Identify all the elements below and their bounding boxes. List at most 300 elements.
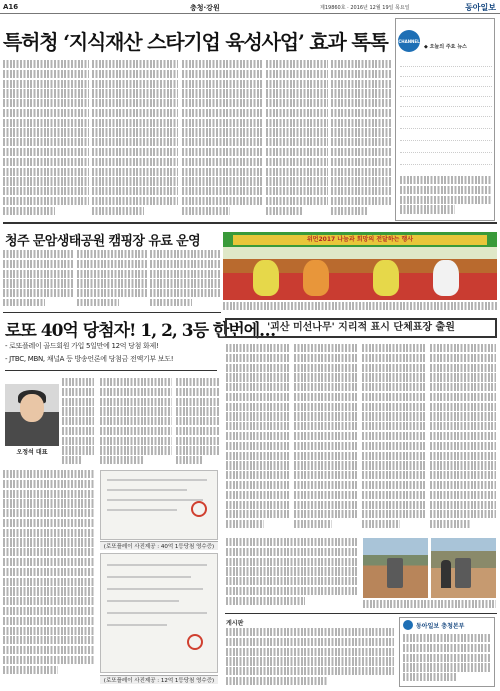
- index-title: ◆ 오늘의 주요 뉴스: [424, 44, 467, 50]
- text-line: [266, 197, 328, 205]
- text-line: [3, 480, 95, 488]
- text-line: [331, 148, 391, 156]
- text-line: [182, 168, 262, 176]
- text-line: [331, 158, 391, 166]
- top-article-col-1: [3, 60, 89, 220]
- text-line: [100, 437, 172, 445]
- receipt-caption-2: (로또플레이 사진제공 : 12억 1등당첨 영수증): [100, 675, 218, 684]
- text-line: [331, 177, 391, 185]
- text-line: [226, 577, 358, 585]
- text-line: [182, 177, 262, 185]
- text-line: [362, 393, 426, 401]
- text-line: [62, 407, 94, 415]
- lotto-col-3: [176, 378, 220, 466]
- receipt-line: [107, 600, 179, 602]
- event-banner: 위먼2017 나눔과 희망의 전달하는 행사: [233, 235, 487, 245]
- text-line: [362, 373, 426, 381]
- text-line: [294, 373, 358, 381]
- top-headline: 특허청 ‘지식재산 스타기업 육성사업’ 효과 톡톡: [3, 30, 388, 54]
- text-line: [331, 119, 391, 127]
- goesan-photo-1: [363, 538, 428, 598]
- text-line: [62, 437, 94, 445]
- text-line: [182, 128, 262, 136]
- text-line: [77, 250, 147, 258]
- text-line: [3, 148, 89, 156]
- text-line: [92, 99, 178, 107]
- text-line: [182, 99, 262, 107]
- text-line: [430, 520, 470, 528]
- notice-board-list: [226, 628, 394, 686]
- text-line: [266, 168, 328, 176]
- text-line: [3, 666, 58, 674]
- text-line: [266, 80, 328, 88]
- text-line: [430, 442, 496, 450]
- text-line: [176, 437, 220, 445]
- text-line: [3, 187, 89, 195]
- notice-board-title: 게시판: [226, 620, 244, 627]
- text-line: [362, 501, 426, 509]
- text-line: [92, 177, 178, 185]
- text-line: [176, 427, 220, 435]
- text-line: [266, 187, 328, 195]
- index-row: [400, 124, 492, 129]
- text-line: [3, 250, 73, 258]
- text-line: [3, 558, 95, 566]
- text-line: [226, 558, 358, 566]
- index-row: [400, 136, 492, 141]
- cheongju-col-2: [77, 250, 147, 306]
- text-line: [3, 538, 95, 546]
- text-line: [266, 60, 328, 68]
- text-line: [3, 207, 55, 215]
- text-line: [3, 138, 89, 146]
- section-divider: [5, 370, 217, 371]
- text-line: [294, 403, 358, 411]
- text-line: [3, 568, 95, 576]
- text-line: [3, 158, 89, 166]
- index-row: [400, 72, 492, 77]
- index-row: [400, 102, 492, 107]
- mascot-figure: [433, 260, 459, 296]
- text-line: [3, 109, 89, 117]
- text-line: [3, 627, 95, 635]
- text-line: [226, 587, 358, 595]
- text-line: [226, 510, 290, 518]
- text-line: [294, 491, 358, 499]
- lotto-subhead-2: - JTBC, MBN, 채널A 등 방송언론에 당첨금 전액기부 보도!: [5, 355, 174, 363]
- text-line: [331, 70, 391, 78]
- text-line: [403, 634, 491, 642]
- text-line: [100, 446, 172, 454]
- text-line: [430, 491, 496, 499]
- text-line: [400, 176, 492, 184]
- text-line: [226, 520, 264, 528]
- face-shape: [20, 394, 44, 422]
- text-line: [182, 138, 262, 146]
- text-line: [226, 538, 358, 546]
- text-line: [430, 373, 496, 381]
- photo-name-caption: 오정석 대표: [16, 449, 48, 456]
- text-line: [100, 427, 172, 435]
- text-line: [3, 177, 89, 185]
- text-line: [266, 148, 328, 156]
- text-line: [3, 617, 95, 625]
- text-line: [92, 207, 144, 215]
- text-line: [62, 398, 94, 406]
- mascot-figure: [253, 260, 279, 296]
- text-line: [3, 128, 89, 136]
- goesan-photo-caption: [363, 600, 496, 610]
- goesan-headline: '괴산 미선나무' 지리적 표시 단체표장 출원: [225, 318, 497, 338]
- text-line: [226, 648, 394, 656]
- text-line: [92, 128, 178, 136]
- mascot-figure: [303, 260, 329, 296]
- text-line: [100, 407, 172, 415]
- text-line: [362, 383, 426, 391]
- text-line: [3, 60, 89, 68]
- event-photo: [223, 232, 497, 300]
- text-line: [3, 197, 89, 205]
- text-line: [226, 481, 290, 489]
- receipt-line: [107, 489, 187, 491]
- text-line: [176, 407, 220, 415]
- text-line: [92, 89, 178, 97]
- text-line: [62, 417, 94, 425]
- receipt-image-2: [100, 553, 218, 673]
- cheongju-col-3: [150, 250, 220, 306]
- text-line: [226, 461, 290, 469]
- representative-photo: [5, 384, 59, 446]
- channel-logo: CHANNEL: [398, 30, 420, 52]
- text-line: [266, 177, 328, 185]
- text-line: [294, 461, 358, 469]
- text-line: [77, 299, 119, 306]
- text-line: [3, 656, 95, 664]
- text-line: [100, 398, 172, 406]
- index-row: [400, 112, 492, 117]
- text-line: [294, 442, 358, 450]
- text-line: [362, 412, 426, 420]
- text-line: [182, 80, 262, 88]
- goesan-col-5: [226, 538, 358, 610]
- text-line: [294, 501, 358, 509]
- text-line: [331, 80, 391, 88]
- text-line: [226, 383, 290, 391]
- text-line: [150, 260, 220, 268]
- newspaper-brand: 동아일보: [465, 3, 496, 12]
- text-line: [100, 378, 172, 386]
- text-line: [362, 510, 426, 518]
- text-line: [430, 471, 496, 479]
- text-line: [400, 186, 492, 194]
- text-line: [3, 646, 95, 654]
- text-line: [3, 299, 45, 306]
- text-line: [150, 299, 192, 306]
- text-line: [150, 270, 220, 278]
- lotto-col-4: [3, 470, 95, 680]
- text-line: [150, 289, 220, 297]
- text-line: [226, 597, 305, 605]
- text-line: [266, 128, 328, 136]
- text-line: [430, 412, 496, 420]
- text-line: [294, 364, 358, 372]
- text-line: [266, 89, 328, 97]
- text-line: [3, 99, 89, 107]
- text-line: [182, 70, 262, 78]
- text-line: [92, 148, 178, 156]
- section-title: 충청·강원: [190, 4, 220, 12]
- text-line: [92, 138, 178, 146]
- text-line: [362, 491, 426, 499]
- text-line: [3, 607, 95, 615]
- text-line: [362, 452, 426, 460]
- text-line: [3, 490, 95, 498]
- text-line: [362, 442, 426, 450]
- text-line: [226, 422, 290, 430]
- text-line: [176, 417, 220, 425]
- text-line: [62, 456, 81, 464]
- text-line: [3, 529, 95, 537]
- text-line: [331, 60, 391, 68]
- text-line: [226, 393, 290, 401]
- text-line: [3, 168, 89, 176]
- section-divider: [225, 613, 497, 614]
- contact-details: [403, 634, 491, 684]
- text-line: [226, 638, 394, 646]
- contact-title: 동아일보 충청본부: [416, 623, 465, 630]
- text-line: [3, 509, 95, 517]
- text-line: [176, 456, 202, 464]
- text-line: [3, 636, 95, 644]
- goesan-col-4: [430, 344, 496, 534]
- text-line: [266, 138, 328, 146]
- text-line: [182, 119, 262, 127]
- text-line: [294, 481, 358, 489]
- text-line: [266, 158, 328, 166]
- top-article-col-5: [331, 60, 391, 220]
- text-line: [294, 471, 358, 479]
- text-line: [226, 373, 290, 381]
- text-line: [294, 344, 358, 352]
- text-line: [100, 456, 143, 464]
- text-line: [331, 168, 391, 176]
- text-line: [3, 289, 73, 297]
- text-line: [182, 207, 230, 215]
- receipt-caption-1: (로또플레이 사진제공 : 40억 1등당첨 영수증): [100, 541, 218, 550]
- stone-monument: [387, 558, 403, 588]
- receipt-line: [107, 564, 207, 566]
- lotto-col-1: [62, 378, 94, 466]
- text-line: [430, 422, 496, 430]
- text-line: [266, 119, 328, 127]
- receipt-image-1: [100, 470, 218, 540]
- text-line: [226, 344, 290, 352]
- text-line: [430, 354, 496, 362]
- page-header: [0, 0, 500, 14]
- text-line: [362, 364, 426, 372]
- text-line: [3, 270, 73, 278]
- text-line: [3, 70, 89, 78]
- top-article-col-2: [92, 60, 178, 220]
- text-line: [294, 412, 358, 420]
- text-line: [266, 99, 328, 107]
- person-figure: [441, 560, 451, 588]
- goesan-col-1: [226, 344, 290, 534]
- text-line: [176, 388, 220, 396]
- section-divider: [3, 222, 497, 224]
- photo-caption: [223, 302, 497, 312]
- text-line: [266, 207, 303, 215]
- text-line: [182, 60, 262, 68]
- text-line: [400, 205, 455, 213]
- receipt-line: [107, 576, 191, 578]
- text-line: [294, 510, 358, 518]
- text-line: [430, 393, 496, 401]
- index-row: [400, 62, 492, 67]
- cheongju-headline: 청주 문암생태공원 캠핑장 유료 운영: [5, 234, 201, 249]
- text-line: [182, 158, 262, 166]
- text-line: [294, 383, 358, 391]
- text-line: [150, 279, 220, 287]
- goesan-col-2: [294, 344, 358, 534]
- text-line: [182, 109, 262, 117]
- text-line: [176, 378, 220, 386]
- page-number: A16: [3, 3, 19, 11]
- text-line: [62, 378, 94, 386]
- text-line: [430, 364, 496, 372]
- text-line: [363, 600, 496, 608]
- receipt-line: [107, 624, 167, 626]
- text-line: [182, 148, 262, 156]
- text-line: [362, 403, 426, 411]
- receipt-line: [107, 499, 203, 501]
- text-line: [362, 422, 426, 430]
- text-line: [3, 597, 95, 605]
- text-line: [77, 270, 147, 278]
- text-line: [430, 344, 496, 352]
- index-row: [400, 82, 492, 87]
- text-line: [331, 109, 391, 117]
- text-line: [226, 628, 394, 636]
- text-line: [226, 501, 290, 509]
- text-line: [3, 587, 95, 595]
- text-line: [362, 471, 426, 479]
- text-line: [226, 471, 290, 479]
- issue-meta: 제19860호 · 2016년 12월 19일 목요일: [320, 5, 410, 11]
- text-line: [430, 403, 496, 411]
- text-line: [362, 354, 426, 362]
- text-line: [226, 677, 327, 685]
- text-line: [92, 119, 178, 127]
- text-line: [430, 432, 496, 440]
- text-line: [362, 432, 426, 440]
- newspaper-logo-icon: [403, 620, 413, 630]
- goesan-photo-2: [431, 538, 496, 598]
- text-line: [331, 89, 391, 97]
- text-line: [226, 567, 358, 575]
- text-line: [62, 446, 94, 454]
- text-line: [226, 452, 290, 460]
- text-line: [362, 344, 426, 352]
- text-line: [400, 196, 492, 204]
- text-line: [226, 354, 290, 362]
- text-line: [100, 388, 172, 396]
- text-line: [3, 119, 89, 127]
- text-line: [430, 383, 496, 391]
- text-line: [403, 673, 456, 681]
- text-line: [176, 398, 220, 406]
- text-line: [3, 578, 95, 586]
- text-line: [3, 260, 73, 268]
- text-line: [92, 168, 178, 176]
- text-line: [331, 138, 391, 146]
- receipt-line: [107, 612, 207, 614]
- text-line: [226, 412, 290, 420]
- text-line: [92, 80, 178, 88]
- text-line: [331, 99, 391, 107]
- text-line: [62, 388, 94, 396]
- text-line: [92, 70, 178, 78]
- text-line: [430, 461, 496, 469]
- text-line: [182, 187, 262, 195]
- section-divider: [3, 312, 221, 313]
- lotto-headline: 로또 40억 당첨자! 1, 2, 3등 한번에…: [5, 321, 276, 341]
- cheongju-col-1: [3, 250, 73, 306]
- text-line: [3, 519, 95, 527]
- text-line: [3, 548, 95, 556]
- text-line: [92, 60, 178, 68]
- index-row: [400, 92, 492, 97]
- text-line: [3, 89, 89, 97]
- text-line: [3, 279, 73, 287]
- text-line: [403, 663, 491, 671]
- text-line: [182, 197, 262, 205]
- lotto-subhead-1: - 로또플레이 골드회원 가입 5일만에 12억 당첨 화제!: [5, 342, 159, 350]
- stone-monument: [455, 558, 471, 588]
- receipt-stamp: [187, 634, 203, 650]
- text-line: [150, 250, 220, 258]
- text-line: [331, 128, 391, 136]
- text-line: [430, 452, 496, 460]
- receipt-line: [107, 588, 203, 590]
- text-line: [294, 354, 358, 362]
- index-row: [400, 148, 492, 153]
- receipt-line: [107, 509, 177, 511]
- text-line: [100, 417, 172, 425]
- text-line: [182, 89, 262, 97]
- text-line: [331, 187, 391, 195]
- top-article-col-4: [266, 60, 328, 220]
- text-line: [430, 510, 496, 518]
- text-line: [3, 80, 89, 88]
- text-line: [226, 491, 290, 499]
- text-line: [226, 403, 290, 411]
- receipt-line: [107, 479, 207, 481]
- index-row: [400, 160, 492, 165]
- text-line: [294, 452, 358, 460]
- text-line: [77, 289, 147, 297]
- text-line: [403, 654, 491, 662]
- text-line: [226, 548, 358, 556]
- text-line: [362, 481, 426, 489]
- text-line: [77, 279, 147, 287]
- text-line: [226, 364, 290, 372]
- text-line: [3, 470, 95, 478]
- text-line: [430, 481, 496, 489]
- text-line: [92, 187, 178, 195]
- text-line: [92, 158, 178, 166]
- text-line: [266, 109, 328, 117]
